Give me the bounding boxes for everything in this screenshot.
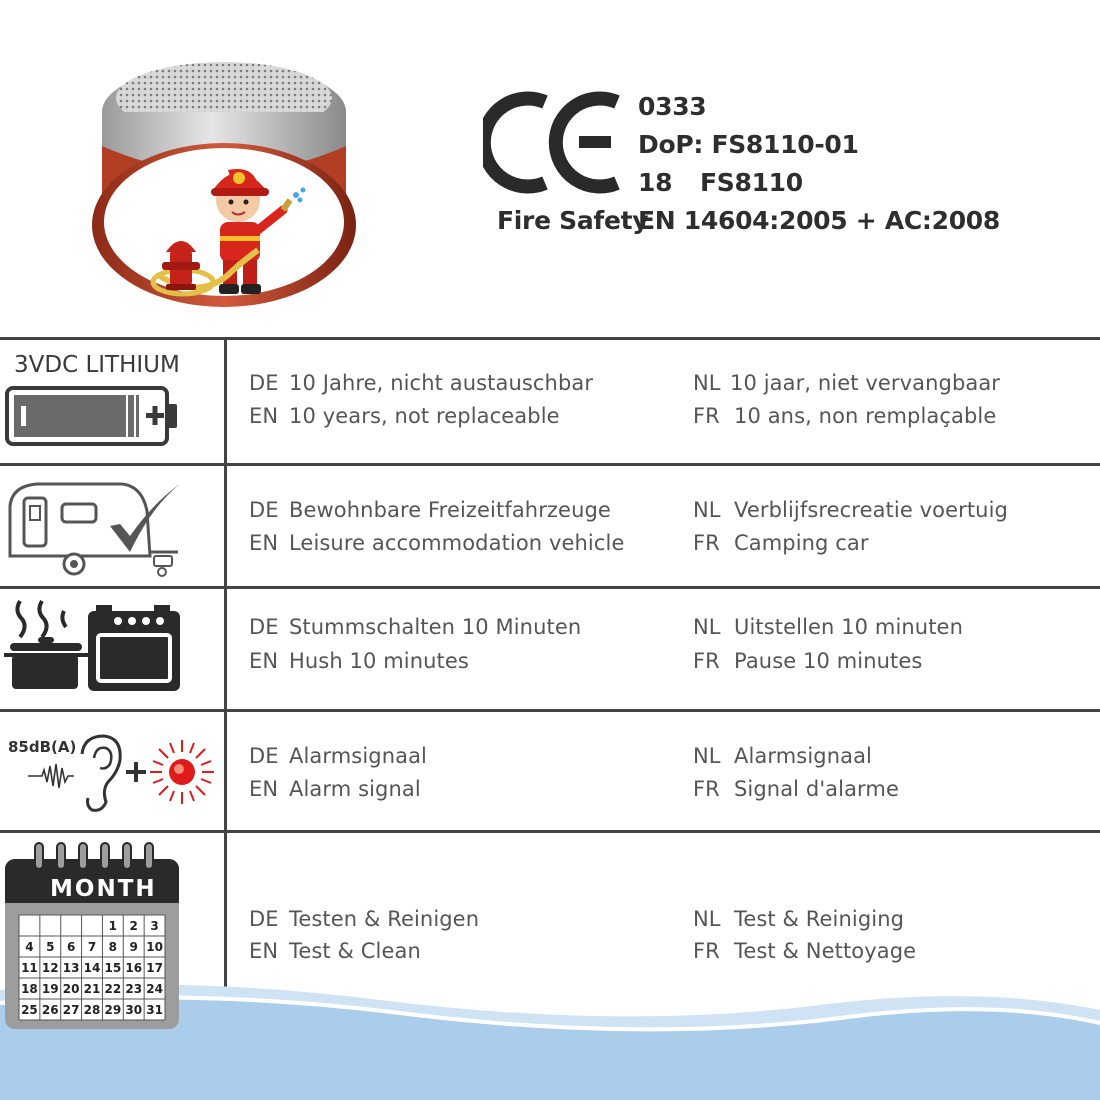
alarm-light-icon	[150, 740, 214, 804]
table-row	[0, 712, 1100, 830]
text-fr: FR Test & Nettoyage	[693, 939, 917, 963]
calendar-day: 10	[146, 940, 163, 954]
calendar-day: 22	[104, 982, 122, 996]
calendar-day: 19	[41, 982, 59, 996]
ce-mark-icon	[483, 90, 623, 195]
calendar-day: 14	[83, 961, 101, 975]
table-row	[0, 466, 1100, 586]
calendar-day: 11	[21, 961, 38, 975]
text-de: DE Stummschalten 10 Minuten	[249, 615, 582, 639]
calendar-day: 31	[146, 1003, 163, 1017]
calendar-day: 3	[150, 919, 159, 933]
text-fr: FR Pause 10 minutes	[693, 649, 923, 673]
calendar-day: 17	[146, 961, 163, 975]
text-en: EN Alarm signal	[249, 777, 421, 801]
text-de: DE Bewohnbare Freizeitfahrzeuge	[249, 498, 611, 522]
text-de: DE Alarmsignaal	[249, 744, 427, 768]
battery-label: 3VDC LITHIUM	[14, 352, 180, 378]
text-fr: FR 10 ans, non remplaçable	[693, 404, 997, 428]
smoke-detector-image	[88, 50, 360, 320]
caravan-check-icon	[2, 476, 184, 578]
standard-number: EN 14604:2005 + AC:2008	[638, 206, 1000, 235]
brand-name: Fire Safety	[497, 206, 649, 235]
calendar-day: 13	[62, 961, 80, 975]
calendar-day: 29	[104, 1003, 122, 1017]
calendar-day: 1	[108, 919, 118, 933]
alarm-sound-light-icon	[22, 732, 217, 814]
text-en: EN Hush 10 minutes	[249, 649, 469, 673]
decibel-label: 85dB(A)	[8, 738, 77, 756]
calendar-day: 18	[21, 982, 38, 996]
calendar-day: 27	[62, 1003, 80, 1017]
calendar-day: 2	[129, 919, 138, 933]
table-row	[0, 833, 1100, 1033]
calendar-day: 15	[104, 961, 122, 975]
header	[0, 0, 1100, 338]
text-nl: NL Alarmsignaal	[693, 744, 872, 768]
calendar-day: 6	[66, 940, 76, 954]
table-row	[0, 340, 1100, 463]
text-nl: NL Verblijfsrecreatie voertuig	[693, 498, 1008, 522]
battery-icon-cell	[0, 340, 224, 463]
text-nl: NL Uitstellen 10 minuten	[693, 615, 963, 639]
text-nl: NL Test & Reiniging	[693, 907, 905, 931]
calendar-day: 26	[41, 1003, 59, 1017]
table-row	[0, 589, 1100, 709]
calendar-day: 23	[125, 982, 143, 996]
dop-number: DoP: FS8110-01	[638, 130, 859, 159]
calendar-day: 20	[62, 982, 80, 996]
calendar-day: 30	[125, 1003, 143, 1017]
text-de: DE 10 Jahre, nicht austauschbar	[249, 371, 594, 395]
notified-body-number: 0333	[638, 92, 707, 121]
calendar-day: 4	[25, 940, 34, 954]
calendar-day: 12	[41, 961, 59, 975]
text-en: EN Leisure accommodation vehicle	[249, 531, 625, 555]
calendar-month-label: MONTH	[50, 876, 157, 902]
text-fr: FR Signal d'alarme	[693, 777, 899, 801]
battery-icon	[5, 386, 180, 446]
calendar-day: 24	[146, 982, 163, 996]
calendar-day: 16	[125, 961, 143, 975]
calendar-day: 25	[21, 1003, 38, 1017]
calendar-icon	[5, 841, 180, 1031]
calendar-day: 7	[87, 940, 97, 954]
calendar-day: 5	[46, 940, 55, 954]
calendar-day: 21	[83, 982, 101, 996]
calendar-day: 9	[129, 940, 138, 954]
text-nl: NL 10 jaar, niet vervangbaar	[693, 371, 1001, 395]
text-en: EN Test & Clean	[249, 939, 421, 963]
text-fr: FR Camping car	[693, 531, 869, 555]
text-en: EN 10 years, not replaceable	[249, 404, 560, 428]
cooking-stove-icon	[4, 597, 182, 693]
year-model-line	[638, 168, 803, 197]
calendar-day: 8	[108, 940, 118, 954]
text-de: DE Testen & Reinigen	[249, 907, 480, 931]
calendar-day: 28	[83, 1003, 101, 1017]
cert-model: FS8110	[700, 168, 803, 197]
cert-year: 18	[638, 168, 673, 197]
